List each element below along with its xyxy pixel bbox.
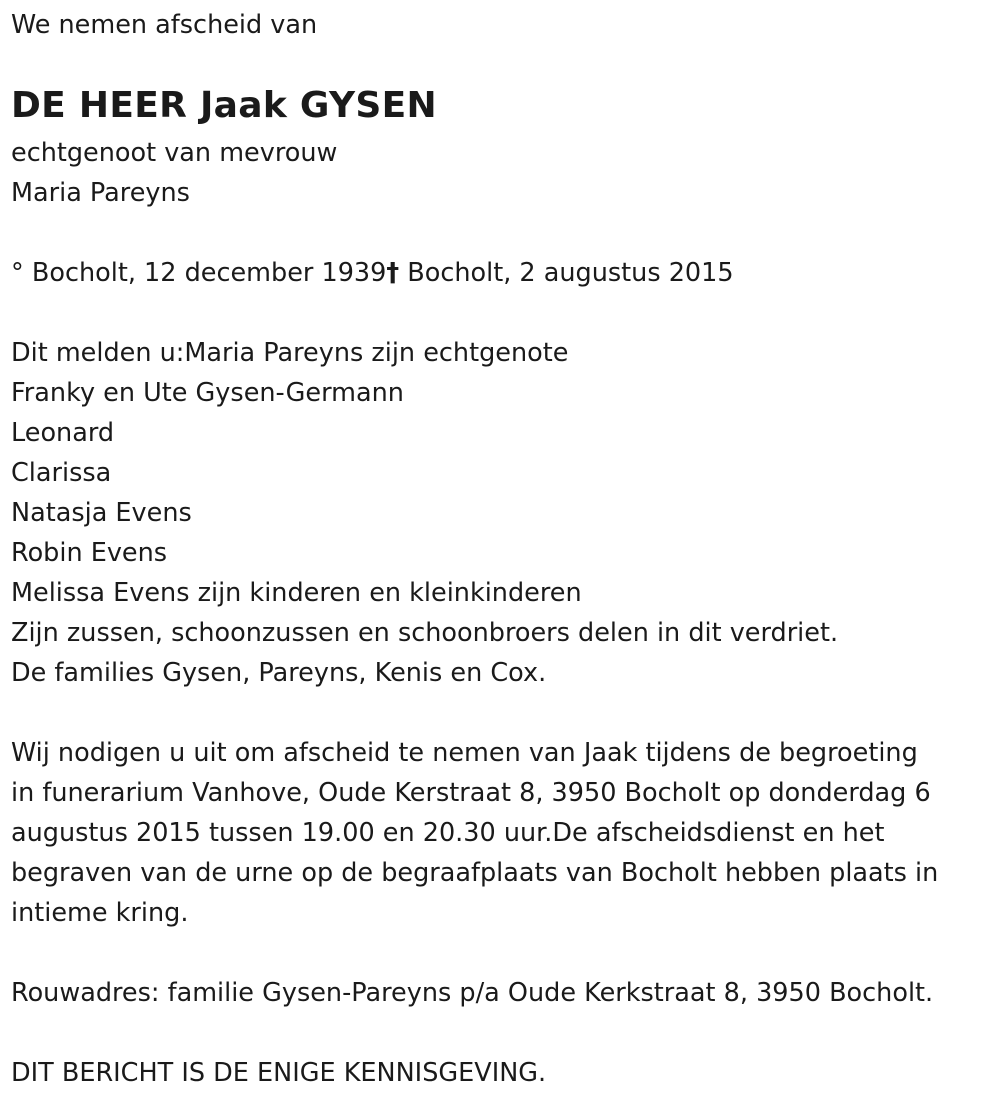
announcement-line: Clarissa: [11, 458, 112, 488]
life-dates: [11, 253, 734, 293]
spouse-line: echtgenoot van mevrouw: [11, 138, 338, 168]
announcement-line: Franky en Ute Gysen-Germann: [11, 378, 404, 408]
mourning-address: Rouwadres: familie Gysen-Pareyns p/a Oude Kerkstraat 8, 3950 Bocholt.: [11, 978, 934, 1008]
death-date: Bocholt, 2 augustus 2015: [399, 258, 734, 288]
announcement-line: De families Gysen, Pareyns, Kenis en Cox.: [11, 658, 547, 688]
announcement-block: [11, 333, 838, 693]
announcement-line: Zijn zussen, schoonzussen en schoonbroers delen in dit verdriet.: [11, 618, 839, 648]
invitation-line: augustus 2015 tussen 19.00 en 20.30 uur.De afscheidsdienst en het: [11, 818, 885, 848]
death-cross-icon: †: [386, 258, 400, 288]
intro-text: We nemen afscheid van: [11, 10, 318, 40]
invitation-line: intieme kring.: [11, 898, 189, 928]
announcement-line: Leonard: [11, 418, 115, 448]
announcement-line: Robin Evens: [11, 538, 168, 568]
spouse-block: [11, 133, 337, 213]
deceased-name: DE HEER Jaak GYSEN: [11, 85, 437, 126]
birth-date: ° Bocholt, 12 december 1939: [11, 258, 387, 288]
announcement-line: Natasja Evens: [11, 498, 192, 528]
announcement-line: Melissa Evens zijn kinderen en kleinkinderen: [11, 578, 582, 608]
invitation-line: in funerarium Vanhove, Oude Kerstraat 8, 3950 Bocholt op donderdag 6: [11, 778, 931, 808]
only-notice-statement: DIT BERICHT IS DE ENIGE KENNISGEVING.: [11, 1058, 547, 1088]
invitation-line: Wij nodigen u uit om afscheid te nemen van Jaak tijdens de begroeting: [11, 738, 918, 768]
invitation-block: [11, 733, 938, 933]
invitation-line: begraven van de urne op de begraafplaats van Bocholt hebben plaats in: [11, 858, 939, 888]
announcement-line: Dit melden u:Maria Pareyns zijn echtgenote: [11, 338, 569, 368]
spouse-line: Maria Pareyns: [11, 178, 190, 208]
